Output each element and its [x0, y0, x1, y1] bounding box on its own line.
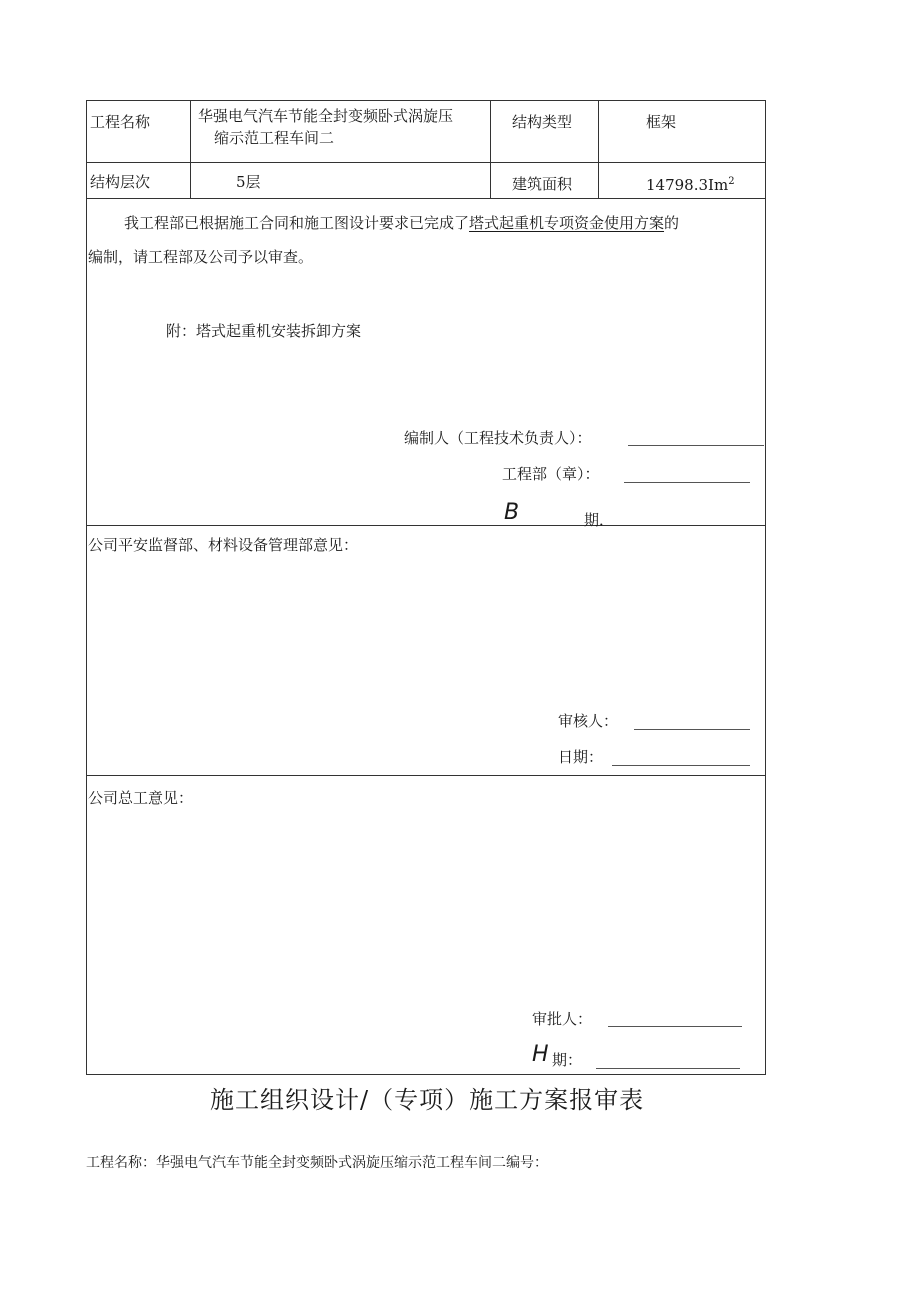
chief-engineer-date-label: 期：: [552, 1051, 583, 1069]
table-col-divider: [190, 100, 191, 198]
area-value: [646, 172, 735, 195]
project-name-line1: 华强电气汽车节能全封变频卧式涡旋压: [198, 107, 454, 125]
area-number: 14798.3Im: [646, 176, 729, 194]
safety-review-date-label: 日期：: [558, 748, 604, 766]
dept-seal-blank[interactable]: [624, 482, 750, 483]
chief-engineer-date-blank[interactable]: [596, 1068, 740, 1069]
structure-type-label: 结构类型: [512, 113, 573, 131]
plan-name-underlined: 塔式起重机专项资金使用方案: [469, 214, 665, 232]
chief-engineer-date-glyph: H: [532, 1042, 549, 1067]
safety-review-heading: 公司平安监督部、材料设备管理部意见：: [88, 536, 359, 554]
application-date-glyph: B: [504, 500, 520, 525]
compiler-label: 编制人（工程技术负责人）：: [404, 429, 592, 447]
project-name-line2: 缩示范工程车间二: [214, 129, 335, 147]
project-name-label: 工程名称: [90, 113, 151, 131]
application-date-label: 期．: [584, 511, 615, 529]
reviewer-label: 审核人：: [558, 712, 619, 730]
approver-label: 审批人：: [532, 1010, 593, 1028]
reviewer-signature-blank[interactable]: [634, 729, 750, 730]
application-body-prefix: 我工程部已根据施工合同和施工图设计要求已完成了: [124, 214, 470, 232]
floors-value: 5层: [236, 173, 261, 191]
attachment-line: 附：塔式起重机安装拆卸方案: [166, 322, 362, 340]
footer-project-line: 工程名称：华强电气汽车节能全封变频卧式涡旋压缩示范工程车间二编号：: [86, 1155, 548, 1171]
application-body-suffix: 的: [664, 214, 680, 232]
table-border-bottom: [86, 1074, 766, 1075]
compiler-signature-blank[interactable]: [628, 445, 764, 446]
table-col-divider: [598, 100, 599, 198]
structure-type-value: 框架: [646, 113, 677, 131]
safety-review-date-blank[interactable]: [612, 765, 750, 766]
table-row-divider: [86, 162, 766, 163]
table-row-divider: [86, 198, 766, 199]
area-unit-superscript: 2: [728, 176, 735, 187]
table-col-divider: [490, 100, 491, 198]
area-label: 建筑面积: [512, 175, 573, 193]
document-title: 施工组织设计/（专项）施工方案报审表: [210, 1086, 645, 1114]
table-row-divider: [86, 525, 766, 526]
dept-seal-label: 工程部（章）：: [502, 465, 600, 483]
floors-label: 结构层次: [90, 173, 151, 191]
chief-engineer-heading: 公司总工意见：: [88, 789, 194, 807]
table-border-left: [86, 100, 87, 1075]
application-body-line2: 编制，请工程部及公司予以审查。: [88, 248, 314, 266]
table-border-right: [765, 100, 766, 1075]
table-row-divider: [86, 775, 766, 776]
approval-form-table: [86, 100, 766, 1075]
approver-signature-blank[interactable]: [608, 1026, 742, 1027]
table-border-top: [86, 100, 766, 101]
application-body-line1: [124, 213, 679, 233]
